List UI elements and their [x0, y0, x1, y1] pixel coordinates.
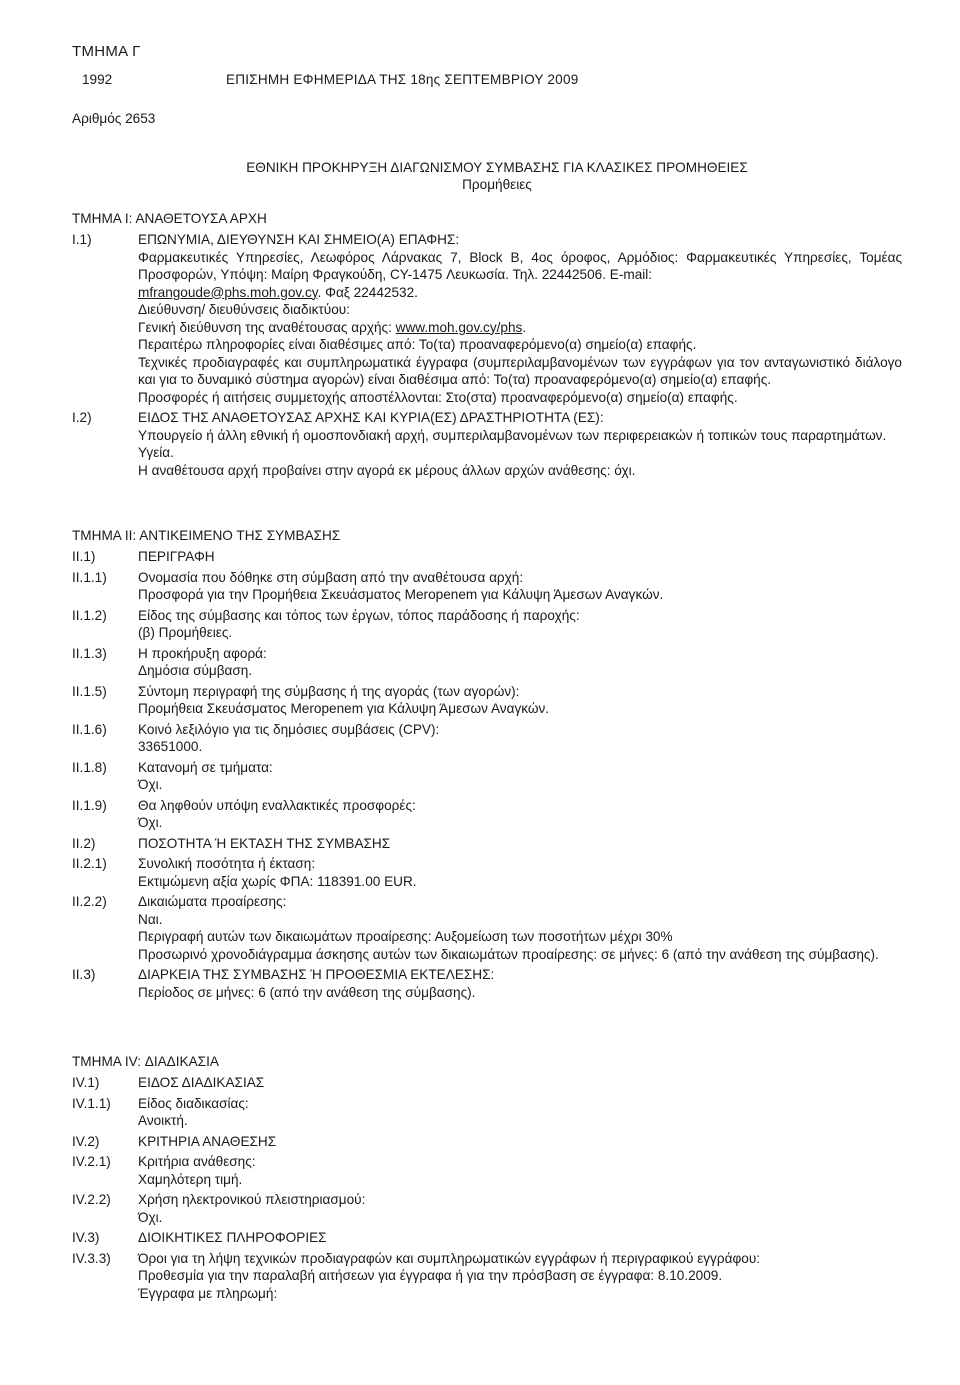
item-number: IV.2.2)	[72, 1192, 111, 1207]
section-4-item	[72, 1153, 902, 1188]
page-number: 1992	[82, 72, 113, 87]
section-2-item	[72, 607, 902, 642]
item-heading: Όροι για τη λήψη τεχνικών προδιαγραφών και συμπληρωματικών εγγράφων ή περιγραφικού εγγράφου:	[138, 1250, 761, 1266]
section-4-item	[72, 1074, 902, 1092]
item-heading: ΠΕΡΙΓΡΑΦΗ	[138, 549, 215, 564]
section-4-item	[72, 1133, 902, 1151]
item-number: Ι.2)	[72, 410, 92, 425]
item-text: Ναι.	[138, 911, 163, 927]
item-number: ΙΙ.1.9)	[72, 797, 107, 813]
item-text: Περίοδος σε μήνες: 6 (από την ανάθεση της σύμβασης).	[138, 984, 476, 1000]
item-number: ΙΙ.1.6)	[72, 721, 107, 737]
item-number: ΙΙ.2.2)	[72, 894, 107, 909]
section-4-item	[72, 1250, 902, 1303]
item-heading: Κατανομή σε τμήματα:	[138, 759, 273, 775]
item-text: Προσφορά για την Προμήθεια Σκευάσματος Meropenem για Κάλυψη Άμεσων Αναγκών.	[138, 587, 664, 602]
item-heading: Είδος της σύμβασης και τόπος των έργων, τόπος παράδοσης ή παροχής:	[138, 607, 580, 623]
specs-availability: Τεχνικές προδιαγραφές και συμπληρωματικά έγγραφα (συμπεριλαμβανομένων των εγγράφων για τον ανταγωνιστικό διάλογο και για το δυναμικό σύστημα αγορών) είναι διαθέσιμα από: Το(τα) προαναφερόμενο(α) σημείο(α) επαφής.	[138, 354, 902, 387]
section-2-item	[72, 759, 902, 794]
authority-type: Υπουργείο ή άλλη εθνική ή ομοσπονδιακή αρχή, συμπεριλαμβανομένων των περιφερειακών ή τοπικών τους παραρτημάτων.	[138, 427, 887, 443]
item-heading: ΚΡΙΤΗΡΙΑ ΑΝΑΘΕΣΗΣ	[138, 1133, 277, 1149]
item-number: ΙΙ.1.2)	[72, 607, 107, 623]
item-number: ΙΙ.1.1)	[72, 569, 107, 585]
item-heading: ΔΙΑΡΚΕΙΑ ΤΗΣ ΣΥΜΒΑΣΗΣ Ή ΠΡΟΘΕΣΜΙΑ ΕΚΤΕΛΕΣΗΣ:	[138, 967, 495, 982]
item-i2	[72, 409, 902, 479]
item-number: ΙΙ.1.8)	[72, 759, 107, 775]
item-number: Ι.1)	[72, 232, 92, 247]
item-heading: Δικαιώματα προαίρεσης:	[138, 894, 287, 909]
section-4-items	[72, 1074, 902, 1302]
purchase-on-behalf: Η αναθέτουσα αρχή προβαίνει στην αγορά εκ μέρους άλλων αρχών ανάθεσης: όχι.	[138, 462, 636, 478]
notice-title: ΕΘΝΙΚΗ ΠΡΟΚΗΡΥΞΗ ΔΙΑΓΩΝΙΣΜΟΥ ΣΥΜΒΑΣΗΣ ΓΙΑ ΚΛΑΣΙΚΕΣ ΠΡΟΜΗΘΕΙΕΣ	[246, 160, 748, 175]
web-heading: Διεύθυνση/ διευθύνσεις διαδικτύου:	[138, 302, 350, 317]
item-text: Όχι.	[138, 1209, 163, 1225]
item-heading: ΠΟΣΟΤΗΤΑ Ή ΕΚΤΑΣΗ ΤΗΣ ΣΥΜΒΑΣΗΣ	[138, 835, 391, 851]
web-link[interactable]: www.moh.gov.cy/phs	[395, 319, 523, 335]
item-text: Όχι.	[138, 815, 163, 830]
item-text: Ανοικτή.	[138, 1113, 188, 1128]
item-number: ΙΙ.2)	[72, 835, 96, 851]
section-4-item	[72, 1095, 902, 1130]
section-4-item	[72, 1229, 902, 1247]
section-1	[72, 210, 902, 482]
section-2-item	[72, 721, 902, 756]
item-heading: Σύντομη περιγραφή της σύμβασης ή της αγοράς (των αγορών):	[138, 683, 520, 699]
item-text: Εκτιμώμενη αξία χωρίς ΦΠΑ: 118391.00 EUR.	[138, 873, 417, 889]
section-2-item	[72, 548, 902, 566]
item-heading: Ονομασία που δόθηκε στη σύμβαση από την αναθέτουσα αρχή:	[138, 569, 524, 585]
item-number: IV.2)	[72, 1133, 100, 1149]
publication-title: ΕΠΙΣΗΜΗ ΕΦΗΜΕΡΙΔΑ ΤΗΣ 18ης ΣΕΠΤΕΜΒΡΙΟΥ 2009	[226, 72, 579, 87]
section-2-item	[72, 569, 902, 604]
item-i1	[72, 231, 902, 406]
section-2-item	[72, 855, 902, 890]
web-general-line: Γενική διεύθυνση της αναθέτουσας αρχής: www.moh.gov.cy/phs.	[138, 319, 527, 335]
item-heading: Θα ληφθούν υπόψη εναλλακτικές προσφορές:	[138, 797, 416, 813]
item-number: ΙΙ.1)	[72, 549, 96, 564]
section-4-item	[72, 1191, 902, 1226]
item-heading: ΕΙΔΟΣ ΤΗΣ ΑΝΑΘΕΤΟΥΣΑΣ ΑΡΧΗΣ ΚΑΙ ΚΥΡΙΑ(ΕΣ) ΔΡΑΣΤΗΡΙΟΤΗΤΑ (ΕΣ):	[138, 410, 604, 425]
submission-address: Προσφορές ή αιτήσεις συμμετοχής αποστέλλονται: Στο(στα) προαναφερόμενο(α) σημείο(α) επαφής.	[138, 389, 738, 405]
item-text: Χαμηλότερη τιμή.	[138, 1171, 243, 1187]
item-text: 33651000.	[138, 739, 203, 754]
email-link[interactable]: mfrangoude@phs.moh.gov.cy	[138, 284, 318, 300]
fax: . Φαξ 22442532.	[317, 284, 418, 300]
item-number: ΙΙ.3)	[72, 967, 96, 982]
item-number: IV.1.1)	[72, 1095, 111, 1111]
gazette-section: ΤΜΗΜΑ Γ	[72, 43, 141, 60]
item-text: Περιγραφή αυτών των δικαιωμάτων προαίρεσης: Αυξομείωση των ποσοτήτων μέχρι 30%	[138, 929, 673, 944]
item-number: IV.3.3)	[72, 1250, 111, 1266]
item-heading: ΕΠΩΝΥΜΙΑ, ΔΙΕΥΘΥΝΣΗ ΚΑΙ ΣΗΜΕΙΟ(Α) ΕΠΑΦΗΣ:	[138, 232, 460, 247]
item-heading: ΔΙΟΙΚΗΤΙΚΕΣ ΠΛΗΡΟΦΟΡΙΕΣ	[138, 1230, 327, 1245]
item-number: IV.2.1)	[72, 1154, 111, 1169]
authority-activity: Υγεία.	[138, 445, 174, 460]
section-2-item	[72, 797, 902, 832]
item-heading: ΕΙΔΟΣ ΔΙΑΔΙΚΑΣΙΑΣ	[138, 1075, 265, 1090]
item-number: IV.3)	[72, 1230, 100, 1245]
item-heading: Κοινό λεξιλόγιο για τις δημόσιες συμβάσεις (CPV):	[138, 721, 440, 737]
section-4-title: ΤΜΗΜΑ ΙV: ΔΙΑΔΙΚΑΣΙΑ	[72, 1054, 219, 1069]
item-number: ΙΙ.2.1)	[72, 856, 107, 871]
section-1-title: ΤΜΗΜΑ Ι: ΑΝΑΘΕΤΟΥΣΑ ΑΡΧΗ	[72, 211, 267, 226]
item-text: Όχι.	[138, 777, 163, 792]
section-2-item	[72, 893, 902, 963]
item-heading: Είδος διαδικασίας:	[138, 1095, 249, 1111]
item-heading: Κριτήρια ανάθεσης:	[138, 1154, 256, 1169]
section-2-title: ΤΜΗΜΑ ΙΙ: ΑΝΤΙΚΕΙΜΕΝΟ ΤΗΣ ΣΥΜΒΑΣΗΣ	[72, 528, 341, 543]
issue-number: Αριθμός 2653	[72, 111, 156, 126]
item-text: Δημόσια σύμβαση.	[138, 663, 253, 678]
item-text: Έγγραφα με πληρωμή:	[138, 1285, 278, 1301]
item-text: Προμήθεια Σκευάσματος Meropenem για Κάλυψη Άμεσων Αναγκών.	[138, 701, 550, 716]
section-2-items	[72, 548, 902, 1001]
section-2	[72, 527, 902, 1004]
item-text: Προθεσμία για την παραλαβή αιτήσεων για έγγραφα ή για την πρόσβαση σε έγγραφα: 8.10.2009.	[138, 1268, 723, 1283]
section-2-item	[72, 645, 902, 680]
contact-email-line	[138, 284, 902, 302]
more-info: Περαιτέρω πληροφορίες είναι διαθέσιμες από: Το(τα) προαναφερόμενο(α) σημείο(α) επαφής.	[138, 337, 697, 352]
item-number: ΙΙ.1.5)	[72, 683, 107, 699]
item-heading: Συνολική ποσότητα ή έκταση:	[138, 856, 316, 871]
section-4	[72, 1053, 902, 1305]
item-number: IV.1)	[72, 1075, 100, 1090]
section-2-item	[72, 683, 902, 718]
section-2-item	[72, 966, 902, 1001]
item-number: ΙΙ.1.3)	[72, 645, 107, 661]
item-text: Προσωρινό χρονοδιάγραμμα άσκησης αυτών των δικαιωμάτων προαίρεσης: σε μήνες: 6 (από την ανάθεση της σύμβασης).	[138, 946, 879, 962]
item-heading: Η προκήρυξη αφορά:	[138, 645, 267, 661]
notice-subtitle: Προμήθειες	[462, 177, 532, 192]
item-heading: Χρήση ηλεκτρονικού πλειστηριασμού:	[138, 1192, 366, 1207]
item-text: (β) Προμήθειες.	[138, 625, 233, 640]
section-2-item	[72, 835, 902, 853]
contact-address: Φαρμακευτικές Υπηρεσίες, Λεωφόρος Λάρνακας 7, Block B, 4ος όροφος, Αρμόδιος: Φαρμακευτικές Υπηρεσίες, Τομέας Προσφορών, Υπόψη: Μαίρη Φραγκούδη, CY-1475 Λευκωσία. Τηλ. 22442506. E-mail:	[138, 249, 902, 282]
